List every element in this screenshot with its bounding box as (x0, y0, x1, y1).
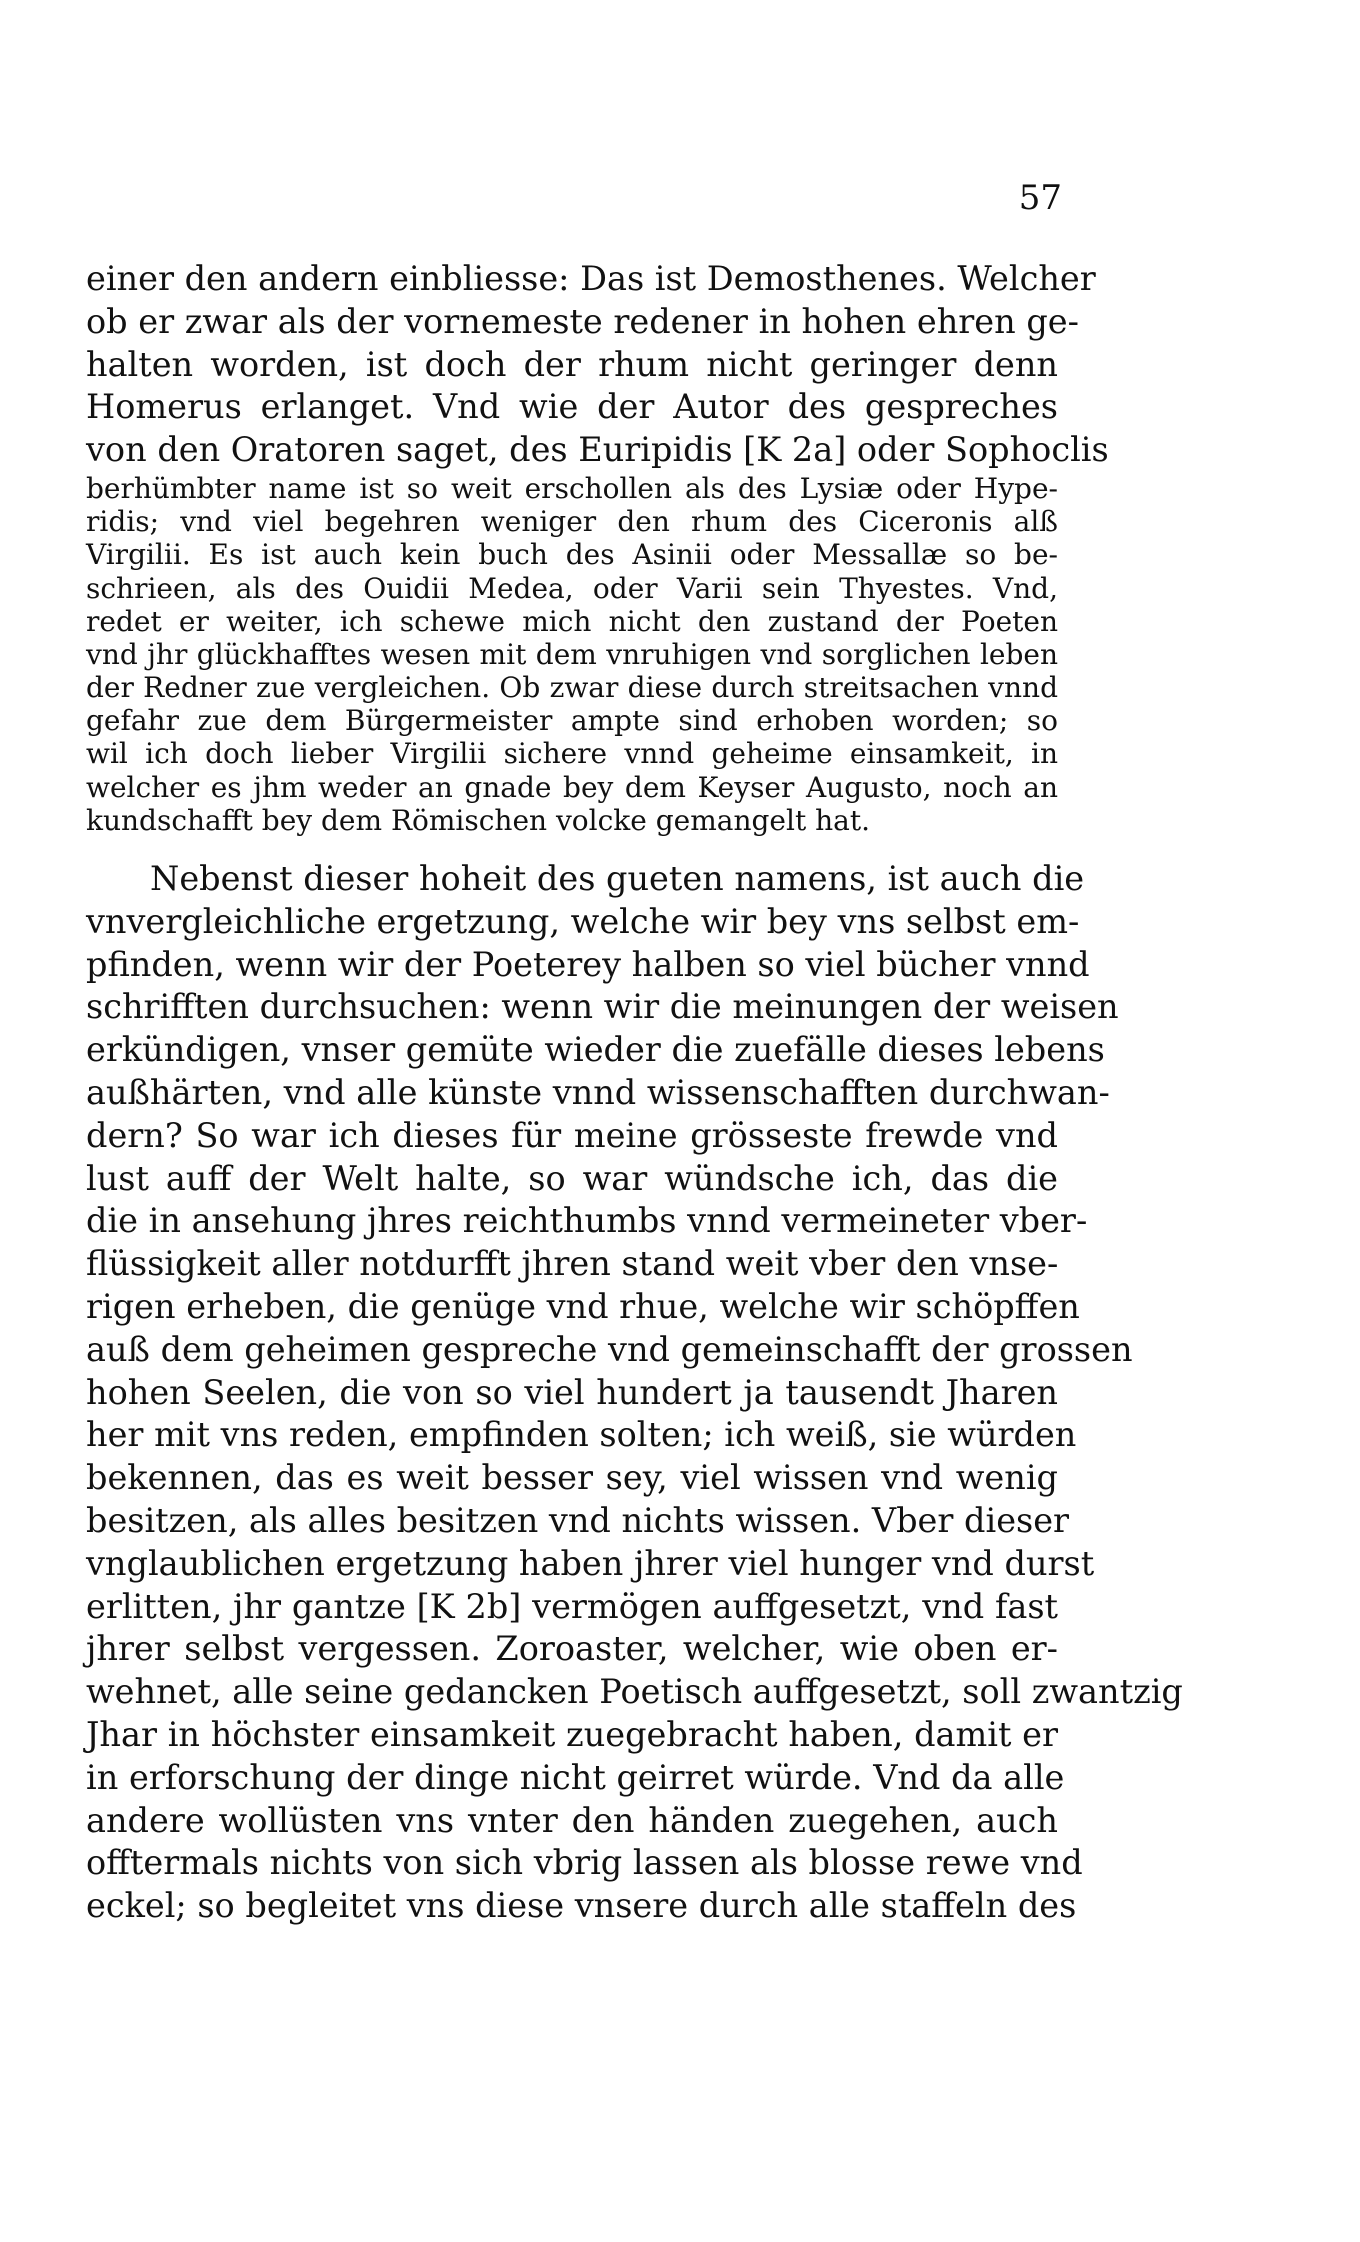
text-line: von den Oratoren saget, des Euripidis [K 2a] oder Sophoclis (86, 430, 1109, 470)
text-line: vnglaublichen ergetzung haben jhrer viel hunger vnd durst (86, 1543, 1095, 1583)
text-line: lust auff der Welt halte, so war wündsche ich, das die (86, 1158, 1058, 1198)
text-line: wehnet, alle seine gedancken Poetisch auffgesetzt, soll zwantzig (86, 1672, 1183, 1712)
text-line: kundschafft bey dem Römischen volcke gemangelt hat. (86, 803, 870, 837)
text-line: ridis; vnd viel begehren weniger den rhum des Ciceronis alß (86, 505, 1058, 539)
text-line: Jhar in höchster einsamkeit zuegebracht haben, damit er (86, 1714, 1058, 1754)
text-line: rigen erheben, die genüge vnd rhue, welche wir schöpffen (86, 1286, 1080, 1326)
text-line: berhümbter name ist so weit erschollen als des Lysiæ oder Hype- (86, 471, 1058, 505)
text-line: gefahr zue dem Bürgermeister ampte sind erhoben worden; so (86, 704, 1058, 738)
text-line: hohen Seelen, die von so viel hundert ja tausendt Jharen (86, 1372, 1058, 1412)
text-line: dern? So war ich dieses für meine grösseste frewde vnd (86, 1115, 1058, 1155)
text-line: jhrer selbst vergessen. Zoroaster, welcher, wie oben er- (86, 1629, 1058, 1669)
text-line: erlitten, jhr gantze [K 2b] vermögen auffgesetzt, vnd fast (86, 1586, 1058, 1626)
text-line: vnd jhr glückhafftes wesen mit dem vnruhigen vnd sorglichen leben (86, 637, 1058, 671)
text-line: die in ansehung jhres reichthumbs vnnd vermeineter vber- (86, 1201, 1088, 1241)
paragraph-2 (86, 858, 1183, 1928)
text-line: ob er zwar als der vornemeste redener in hohen ehren ge- (86, 301, 1079, 341)
text-line: außhärten, vnd alle künste vnnd wissenschafften durchwan- (86, 1072, 1110, 1112)
text-line: Virgilii. Es ist auch kein buch des Asinii oder Messallæ so be- (86, 538, 1058, 572)
text-line: Nebenst dieser hoheit des gueten namens, ist auch die (150, 859, 1085, 898)
text-line: vnvergleichliche ergetzung, welche wir bey vns selbst em- (86, 901, 1080, 941)
text-line: eckel; so begleitet vns diese vnsere durch alle staffeln des (86, 1886, 1077, 1926)
text-line: Homerus erlanget. Vnd wie der Autor des gespreches (86, 387, 1058, 427)
text-line: andere wollüsten vns vnter den händen zuegehen, auch (86, 1800, 1058, 1840)
text-line: schrifften durchsuchen: wenn wir die meinungen der weisen (86, 987, 1119, 1027)
text-line: her mit vns reden, empfinden solten; ich weiß, sie würden (86, 1415, 1077, 1455)
text-line: flüssigkeit aller notdurfft jhren stand weit vber den vnse- (86, 1244, 1059, 1284)
text-line: besitzen, als alles besitzen vnd nichts wissen. Vber dieser (86, 1500, 1070, 1540)
text-line: welcher es jhm weder an gnade bey dem Keyser Augusto, noch an (86, 770, 1058, 804)
text-line: in erforschung der dinge nicht geirret würde. Vnd da alle (86, 1757, 1065, 1797)
text-line: pfinden, wenn wir der Poeterey halben so viel bücher vnnd (86, 944, 1090, 984)
text-line: erkündigen, vnser gemüte wieder die zuefälle dieses lebens (86, 1030, 1105, 1070)
text-line: schrieen, als des Ouidii Medea, oder Varii sein Thyestes. Vnd, (86, 571, 1058, 605)
paragraph-1 (86, 258, 1109, 837)
text-line: offtermals nichts von sich vbrig lassen als blosse rewe vnd (86, 1843, 1083, 1883)
text-line: halten worden, ist doch der rhum nicht geringer denn (86, 344, 1058, 384)
text-line: auß dem geheimen gespreche vnd gemeinschafft der grossen (86, 1329, 1133, 1369)
text-line: wil ich doch lieber Virgilii sichere vnnd geheime einsamkeit, in (86, 737, 1058, 771)
text-line: redet er weiter, ich schewe mich nicht den zustand der Poeten (86, 604, 1058, 638)
page-number: 57 (1018, 178, 1062, 218)
text-line: einer den andern einbliesse: Das ist Demosthenes. Welcher (86, 259, 1096, 298)
text-line: bekennen, das es weit besser sey, viel wissen vnd wenig (86, 1458, 1058, 1498)
text-line: der Redner zue vergleichen. Ob zwar diese durch streitsachen vnnd (86, 671, 1058, 705)
